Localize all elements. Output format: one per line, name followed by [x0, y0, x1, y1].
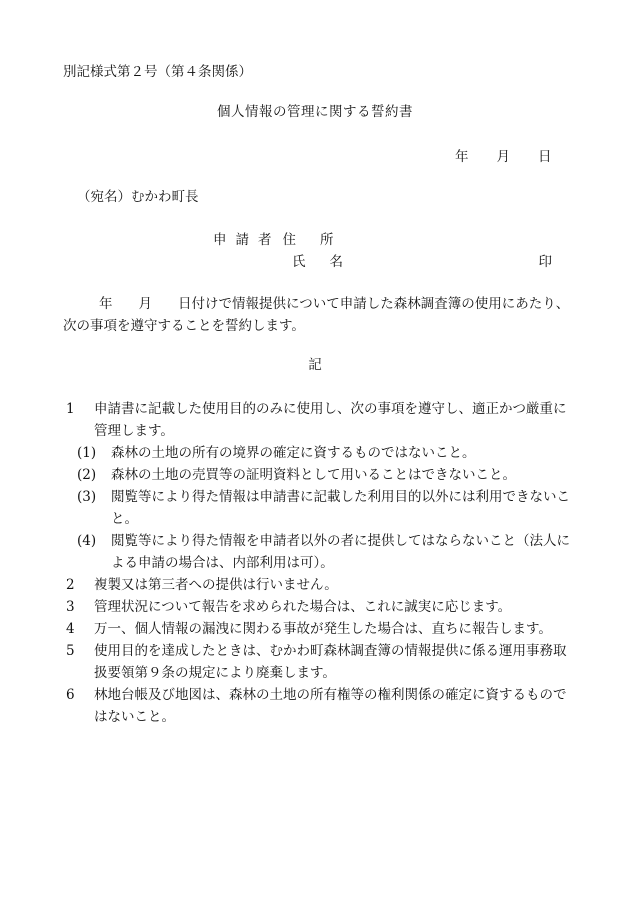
- applicant-address-row: [213, 234, 358, 248]
- addressee: （宛名）むかわ町長: [77, 189, 199, 205]
- sub-list-item: [63, 530, 573, 574]
- sub-item-number: (1): [77, 445, 97, 461]
- list-item: [63, 684, 573, 728]
- document-title: 個人情報の管理に関する誓約書: [217, 104, 413, 120]
- sub-list-item: [63, 442, 573, 464]
- item-text: [63, 618, 573, 640]
- list-item: [63, 596, 573, 618]
- applicant-name-row: [292, 256, 552, 270]
- item-number: 6: [66, 687, 75, 703]
- item-text: [63, 684, 573, 728]
- sub-item-text: 森林の土地の売買等の証明資料として用いることはできないこと。: [111, 467, 516, 483]
- sub-item-number: (4): [77, 533, 97, 549]
- item-text-content: 万一、個人情報の漏洩に関わる事故が発生した場合は、直ちに報告します。: [94, 621, 552, 637]
- name-label: 氏名: [292, 254, 367, 270]
- item-number: 4: [66, 621, 75, 637]
- item-text-content: 使用目的を達成したときは、むかわ町森林調査簿の情報提供に係る運用事務取扱要領第９条の規定により廃棄します。: [94, 643, 567, 681]
- applicant-label: 申請者: [213, 232, 281, 248]
- item-text-content: 複製又は第三者への提供は行いません。: [94, 577, 338, 593]
- item-text-content: 申請書に記載した使用目的のみに使用し、次の事項を遵守し、適正かつ厳重に管理します。: [94, 401, 567, 439]
- paragraph-month: 月: [138, 296, 152, 312]
- item-text-content: 林地台帳及び地図は、森林の土地の所有権等の権利関係の確定に資するものではないこと。: [94, 687, 567, 725]
- list-item: [63, 574, 573, 596]
- address-label: 住所: [282, 232, 358, 248]
- date-day: 日: [538, 149, 552, 165]
- seal-mark: 印: [538, 254, 552, 270]
- date-month: 月: [496, 149, 510, 165]
- sub-item-number: (3): [77, 489, 97, 505]
- pledge-paragraph: [63, 293, 573, 337]
- sub-item-text: 閲覧等により得た情報は申請書に記載した利用目的以外には利用できないこと。: [111, 489, 570, 527]
- item-number: 3: [66, 599, 75, 615]
- list-item: [63, 618, 573, 640]
- paragraph-year: 年: [99, 296, 113, 312]
- item-text-content: 管理状況について報告を求められた場合は、これに誠実に応じます。: [94, 599, 512, 615]
- item-number: 5: [66, 643, 75, 659]
- ki-heading: 記: [308, 357, 322, 373]
- sub-item-number: (2): [77, 467, 97, 483]
- sub-item-text: 森林の土地の所有の境界の確定に資するものではないこと。: [111, 445, 476, 461]
- item-number: 2: [66, 577, 75, 593]
- form-number: 別記様式第２号（第４条関係）: [63, 64, 252, 80]
- pledge-items: [63, 398, 573, 728]
- date-line: [455, 151, 552, 165]
- item-text: [63, 640, 573, 684]
- sub-list-item: [63, 464, 573, 486]
- paragraph-text: 日付けで情報提供について申請した森林調査簿の使用にあたり、次の事項を遵守することを誓約します。: [63, 296, 570, 334]
- list-item: [63, 640, 573, 684]
- item-number: 1: [66, 401, 75, 417]
- sub-item-text: 閲覧等により得た情報を申請者以外の者に提供してはならないこと（法人による申請の場合は、内部利用は可）。: [111, 533, 570, 571]
- item-text: [63, 574, 573, 596]
- date-year: 年: [455, 149, 469, 165]
- item-text: [63, 596, 573, 618]
- list-item: [63, 398, 573, 442]
- item-text: [63, 398, 573, 442]
- sub-list-item: [63, 486, 573, 530]
